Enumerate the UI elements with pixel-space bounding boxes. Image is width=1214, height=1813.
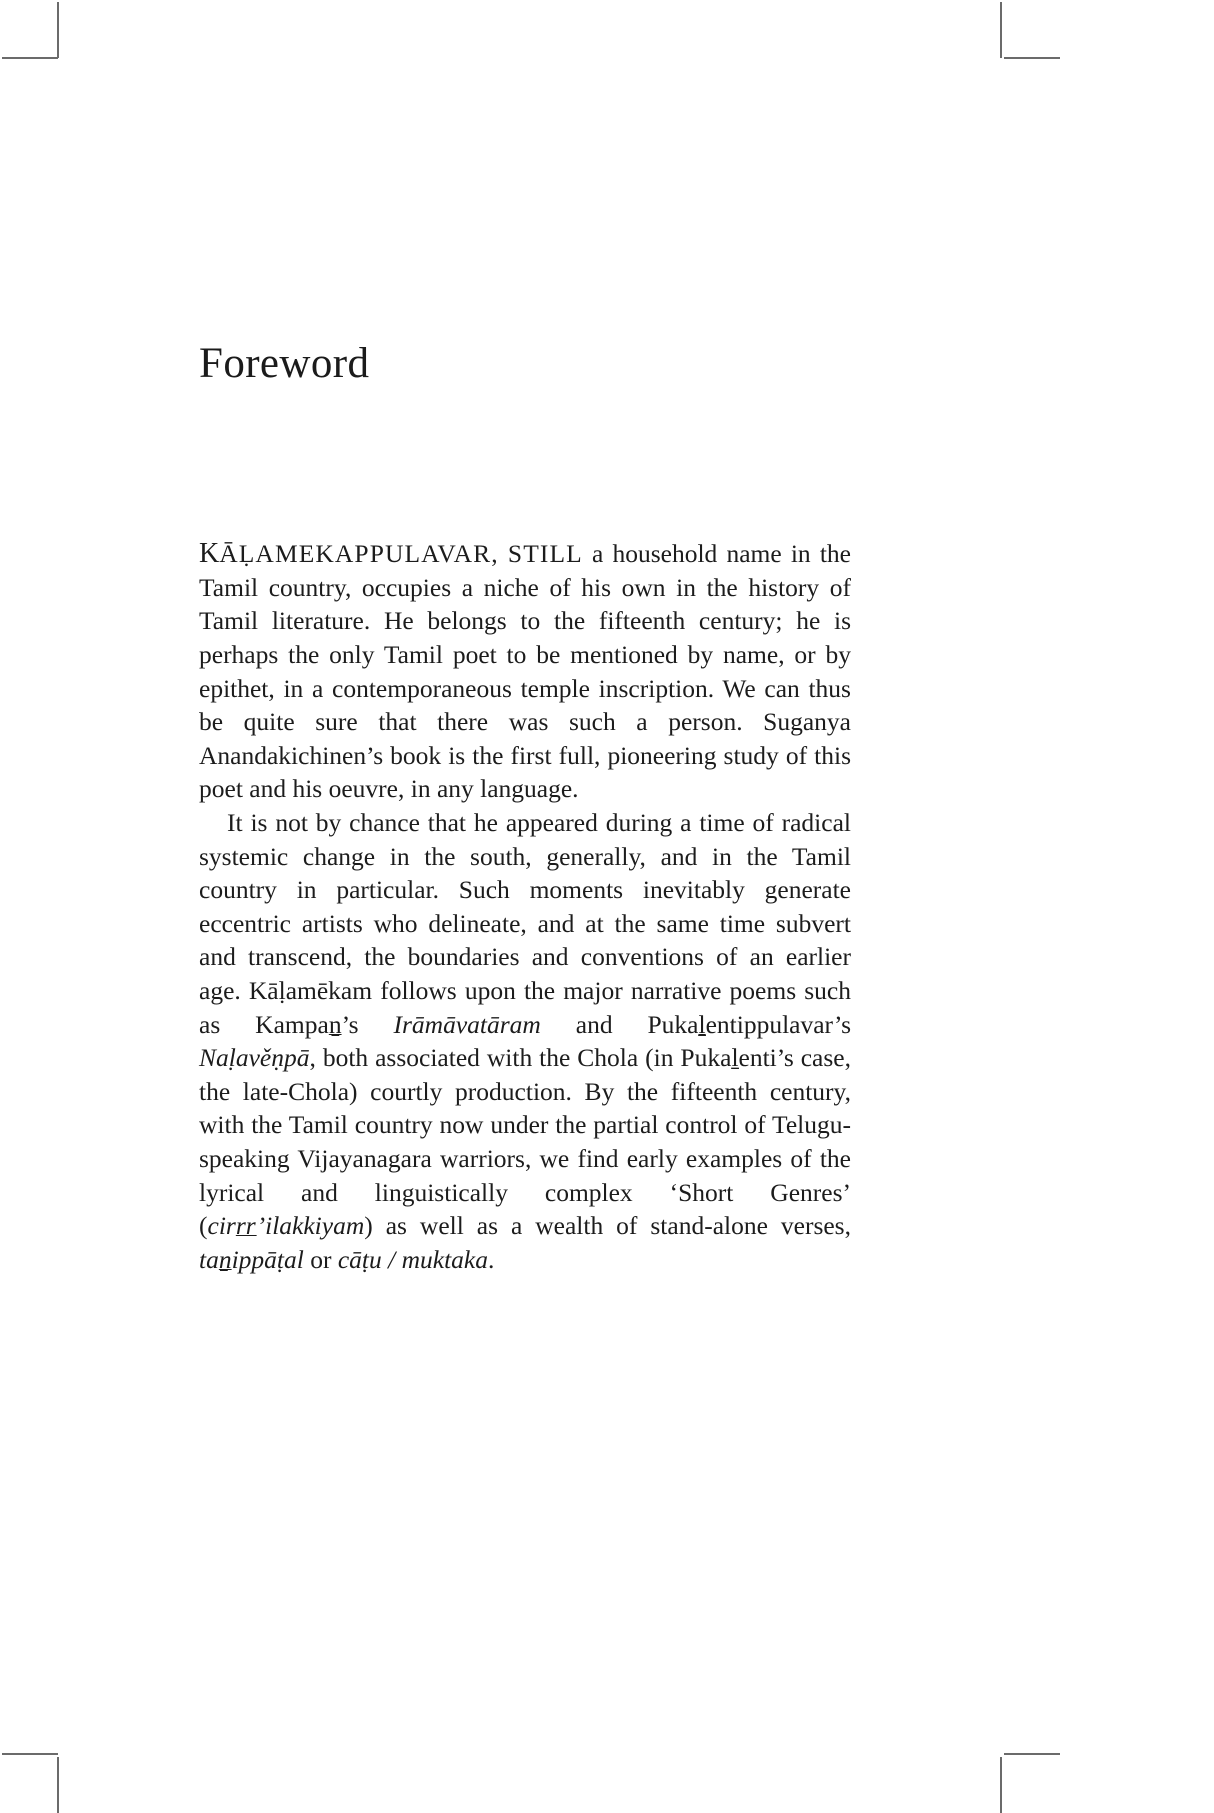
paragraph-initial: K (199, 538, 220, 570)
crop-mark-top-left-horizontal (2, 57, 58, 59)
term-cirrilakkiyam-part1: cir (207, 1211, 236, 1241)
term-cirrilakkiyam-part2: ’ilakkiyam (256, 1211, 365, 1241)
paragraph-2-segment-7: entippulavar’s (705, 1009, 851, 1039)
body-text (199, 537, 851, 1276)
paragraph-2-segment-3: ’s (341, 1009, 394, 1039)
paragraph-1 (199, 537, 851, 806)
crop-mark-top-left-vertical (57, 2, 59, 58)
page-title: Foreword (199, 340, 370, 387)
crop-mark-bottom-left-vertical (57, 1757, 59, 1813)
crop-mark-bottom-left-horizontal (2, 1753, 58, 1755)
paragraph-2-underlined-l-2: ḻ (731, 1043, 739, 1073)
crop-mark-bottom-right-horizontal (1004, 1753, 1060, 1755)
paragraph-2 (199, 806, 851, 1276)
title-iramavataram: Irāmāvatāram (393, 1009, 541, 1039)
paragraph-2-underlined-l-1: ḻ (698, 1009, 706, 1039)
term-catu-muktaka: cāṭu / muktaka (337, 1244, 488, 1274)
paragraph-2-segment-9: , both associated with the Chola (in Puka (309, 1043, 732, 1073)
paragraph-2-segment-21: . (487, 1244, 495, 1274)
crop-mark-top-right-vertical (1000, 2, 1002, 58)
text-block (199, 340, 851, 1276)
paragraph-2-segment-19: or (303, 1244, 338, 1274)
paragraph-smallcaps-name: ĀḶAMEKAPPULAVAR, (219, 539, 499, 569)
paragraph-2-segment-5: and Puka (540, 1009, 699, 1039)
crop-mark-bottom-right-vertical (1000, 1757, 1002, 1813)
term-tanippatal-part2: ippāṭal (231, 1244, 304, 1274)
paragraph-2-segment-11: enti’s case, the late-Chola) courtly production. By the fifteenth century, with the Tamil country now under the partial control of Telugu-speaking Vijayanagara warriors, we find early examples of the lyrical and linguistically complex ‘Short Genres’ ( (199, 1043, 851, 1241)
paragraph-1-text: a household name in the Tamil country, occupies a niche of his own in the history of Tamil literature. He belongs to the fifteenth century; he is perhaps the only Tamil poet to be mentioned by name, or by epithet, in a contemporaneous temple inscription. We can thus be quite sure that there was such a person. Suganya Anandakichinen’s book is the first full, pioneering study of this poet and his oeuvre, in any language. (199, 539, 851, 804)
paragraph-2-segment-15: ) as well as a wealth of stand-alone verses, (364, 1211, 851, 1241)
crop-mark-top-right-horizontal (1004, 57, 1060, 59)
term-tanippatal-underlined-n: ṉ (218, 1244, 232, 1274)
title-nalavenpa: Naḷavěṇpā (199, 1043, 310, 1073)
paragraph-smallcaps-still: STILL (507, 539, 583, 569)
term-cirrilakkiyam-underlined-rr: rr (235, 1211, 257, 1241)
term-tanippatal-part1: ta (199, 1244, 219, 1274)
paragraph-2-segment-1: It is not by chance that he appeared during a time of radical systemic change in the south, generally, and in the Tamil country in particular. Such moments inevitably generate eccentric artists who delineate, and at the same time subvert and transcend, the boundaries and conventions of an earlier age. Kāḷamēkam follows upon the major narrative poems such as Kampa (199, 808, 851, 1039)
paragraph-2-underlined-n: ṉ (328, 1009, 342, 1039)
